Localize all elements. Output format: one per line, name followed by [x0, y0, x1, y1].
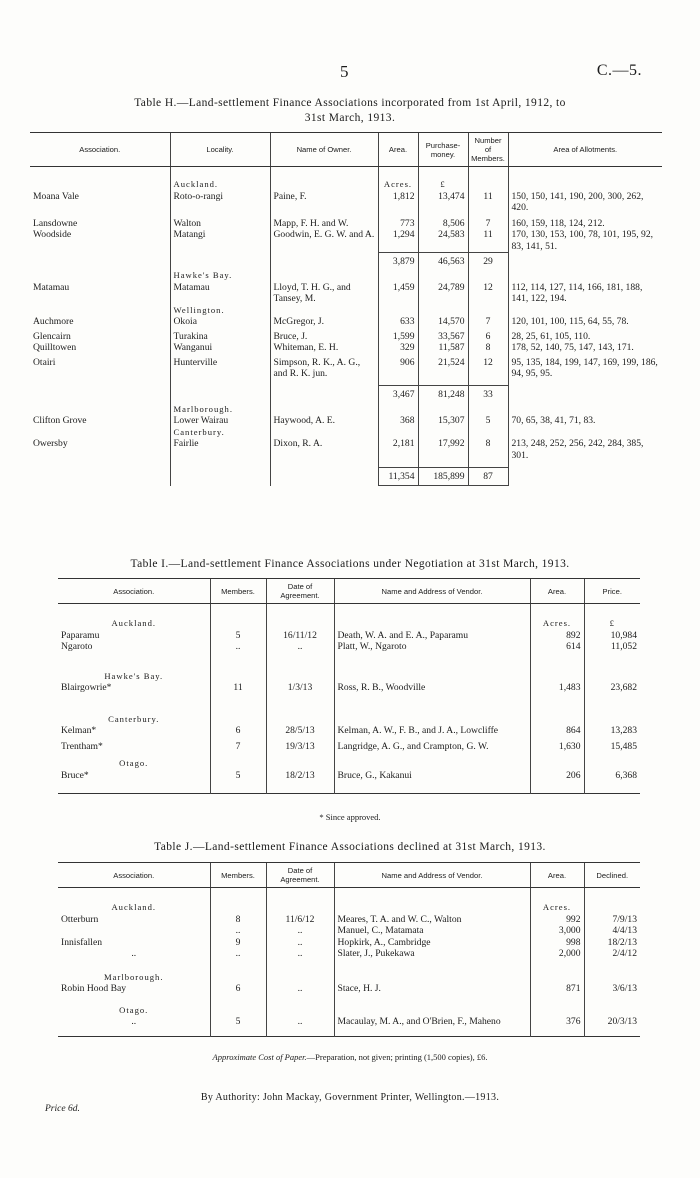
total-members: 87 [468, 467, 508, 486]
cell-vendor: Langridge, A. G., and Crampton, G. W. [334, 737, 530, 753]
cell-area: 998 [530, 937, 584, 949]
page-number: 5 [340, 62, 349, 81]
col-date: Date of Agreement. [266, 579, 334, 604]
table-i-bottom-rule [58, 794, 640, 796]
cell-date: 19/3/13 [266, 737, 334, 753]
cell-members: 5 [210, 770, 266, 794]
table-j-title: Table J.—Land-settlement Finance Associations declined at 31st March, 1913. [154, 841, 546, 853]
col-area: Area. [378, 133, 418, 167]
table-row [58, 737, 640, 753]
cell-members: .. [210, 948, 266, 960]
cell-price: 11,052 [584, 641, 640, 653]
cell-declined: 3/6/13 [584, 983, 640, 995]
cell-declined: 20/3/13 [584, 1016, 640, 1036]
cell-association: Trentham* [61, 740, 103, 752]
cell-area: 1,812 [378, 191, 418, 218]
col-area: Area. [530, 579, 584, 604]
subtotal-row [30, 386, 662, 404]
table-i-header [58, 579, 640, 604]
area-unit: Acres. [542, 902, 572, 912]
cell-vendor: Ross, R. B., Woodville [334, 682, 530, 694]
cell-purchase: 33,567 [418, 331, 468, 343]
cell-allotments: 112, 114, 127, 114, 166, 181, 188, 141, 122, 194. [508, 282, 662, 305]
cell-association: Innisfallen [61, 936, 103, 948]
cell-purchase: 15,307 [418, 415, 468, 427]
table-j [58, 862, 640, 1038]
cell-members: 6 [468, 331, 508, 343]
cell-owner: Paine, F. [270, 191, 378, 218]
cell-vendor: Meares, T. A. and W. C., Walton [334, 914, 530, 926]
cell-association: Quilltowen [33, 342, 77, 353]
table-i [58, 578, 640, 795]
cell-association: Bruce* [61, 769, 89, 781]
cell-owner: Haywood, A. E. [270, 415, 378, 427]
cell-price: 13,283 [584, 725, 640, 737]
cell-area: 2,000 [530, 948, 584, 960]
cell-area: 892 [530, 630, 584, 642]
cell-date: .. [266, 983, 334, 995]
table-row [58, 641, 640, 653]
col-purchase: Purchase-money. [418, 133, 468, 167]
cell-owner: Goodwin, E. G. W. and A. [270, 229, 378, 252]
cell-vendor: Hopkirk, A., Cambridge [334, 937, 530, 949]
cell-locality: Okoia [170, 316, 270, 331]
cell-association: Otterburn [61, 913, 99, 925]
table-h-title [40, 96, 660, 126]
region-row [30, 270, 662, 282]
cell-association: Ngaroto [61, 641, 93, 652]
col-date: Date of Agreement. [266, 863, 334, 888]
table-row [58, 937, 640, 949]
cell-members: 7 [468, 218, 508, 230]
cell-area: 773 [378, 218, 418, 230]
table-row [30, 415, 662, 427]
col-price: Price. [584, 579, 640, 604]
cell-locality: Matamau [170, 282, 270, 305]
table-h-title-line2: 31st March, 1913. [304, 112, 396, 124]
price-unit: £ [609, 618, 615, 628]
table-row [30, 357, 662, 386]
region-label: Marlborough. [173, 403, 233, 414]
table-row [30, 342, 662, 357]
region-label: Hawke's Bay. [173, 270, 233, 280]
cell-locality: Matangi [170, 229, 270, 252]
col-association: Association. [58, 863, 210, 888]
price-note: Price 6d. [45, 1104, 80, 1114]
cell-area: 992 [530, 914, 584, 926]
cell-purchase: 11,587 [418, 342, 468, 357]
cell-allotments: 178, 52, 140, 75, 147, 143, 171. [508, 342, 662, 357]
cell-association: Kelman* [61, 725, 97, 736]
region-label: Wellington. [173, 304, 225, 315]
cell-declined: 18/2/13 [584, 937, 640, 949]
region-row [30, 305, 662, 317]
region-label: Hawke's Bay. [104, 670, 164, 681]
cell-association: Moana Vale [33, 190, 79, 202]
table-h-title-line1: Table H.—Land-settlement Finance Associations incorporated from 1st April, 1912, to [134, 97, 566, 109]
cell-vendor: Bruce, G., Kakanui [334, 770, 530, 794]
table-row [58, 1016, 640, 1036]
cell-vendor: Kelman, A. W., F. B., and J. A., Lowcliffe [334, 725, 530, 737]
cell-owner: Simpson, R. K., A. G., and R. K. jun. [270, 357, 378, 386]
cell-association: Blairgowrie* [61, 682, 112, 693]
cell-price: 23,682 [584, 682, 640, 694]
cost-text: —Preparation, not given; printing (1,500 copies), £6. [306, 1052, 488, 1062]
subtotal-purchase: 81,248 [418, 386, 468, 404]
cell-area: 614 [530, 641, 584, 653]
cell-members: 8 [210, 914, 266, 926]
cell-area: 206 [530, 770, 584, 794]
authority-line: By Authority: John Mackay, Government Printer, Wellington.—1913. [200, 1092, 500, 1103]
cell-owner: Lloyd, T. H. G., and Tansey, M. [270, 282, 378, 305]
cell-area: 1,630 [530, 737, 584, 753]
cell-date: 1/3/13 [266, 682, 334, 694]
series-code: C.—5. [596, 62, 642, 79]
region-row [58, 960, 640, 984]
table-row [58, 983, 640, 995]
cell-owner: Whiteman, E. H. [270, 342, 378, 357]
cell-area: 3,000 [530, 925, 584, 937]
cell-owner: Dixon, R. A. [270, 438, 378, 467]
cell-association: Woodside [33, 229, 72, 240]
col-members: Number of Members. [468, 133, 508, 167]
cell-members: 6 [210, 725, 266, 737]
cell-purchase: 24,789 [418, 282, 468, 305]
cell-purchase: 17,992 [418, 438, 468, 467]
cell-association: Glencairn [33, 330, 71, 342]
cell-purchase: 14,570 [418, 316, 468, 331]
cell-members: 7 [468, 316, 508, 331]
cell-date: .. [266, 641, 334, 653]
cell-members: 11 [210, 682, 266, 694]
cell-date: .. [266, 948, 334, 960]
region-label: Auckland. [173, 179, 219, 189]
col-association: Association. [58, 579, 210, 604]
region-label: Auckland. [111, 618, 157, 628]
cell-members: 8 [468, 342, 508, 357]
cell-members: 7 [210, 737, 266, 753]
total-area: 11,354 [378, 467, 418, 486]
total-purchase: 185,899 [418, 467, 468, 486]
cell-owner: Mapp, F. H. and W. [270, 218, 378, 230]
cost-note [40, 1052, 660, 1062]
col-vendor: Name and Address of Vendor. [334, 579, 530, 604]
cell-area: 864 [530, 725, 584, 737]
col-owner: Name of Owner. [270, 133, 378, 167]
col-locality: Locality. [170, 133, 270, 167]
table-h [30, 132, 662, 486]
cell-allotments: 28, 25, 61, 105, 110. [508, 331, 662, 343]
footnote: * Since approved. [319, 812, 381, 822]
cell-owner: Bruce, J. [270, 331, 378, 343]
cell-locality: Fairlie [170, 438, 270, 467]
cell-association [58, 925, 210, 937]
cell-association: Clifton Grove [33, 415, 87, 426]
table-row [58, 770, 640, 794]
region-row [58, 995, 640, 1017]
cell-declined: 7/9/13 [584, 914, 640, 926]
subtotal-area: 3,879 [378, 252, 418, 270]
cell-declined: 4/4/13 [584, 925, 640, 937]
cell-area: 906 [378, 357, 418, 386]
table-row [58, 682, 640, 694]
cell-area: 376 [530, 1016, 584, 1036]
cell-locality: Hunterville [170, 357, 270, 386]
cell-purchase: 8,506 [418, 218, 468, 230]
cell-members: 8 [468, 438, 508, 467]
table-row [30, 331, 662, 343]
cell-locality: Roto-o-rangi [170, 191, 270, 218]
col-vendor: Name and Address of Vendor. [334, 863, 530, 888]
cell-members: 9 [210, 937, 266, 949]
region-row [58, 653, 640, 683]
cell-members: 12 [468, 357, 508, 386]
cell-date: 11/6/12 [266, 914, 334, 926]
region-label: Otago. [119, 1004, 149, 1015]
cell-area: 633 [378, 316, 418, 331]
table-row [30, 191, 662, 218]
cell-area: 1,459 [378, 282, 418, 305]
table-h-header [30, 133, 662, 167]
cell-price: 6,368 [584, 770, 640, 794]
cell-area: 1,294 [378, 229, 418, 252]
region-label: Otago. [119, 758, 149, 768]
cell-allotments: 70, 65, 38, 41, 71, 83. [508, 415, 662, 427]
cell-members: .. [210, 925, 266, 937]
cell-area: 2,181 [378, 438, 418, 467]
cell-allotments: 170, 130, 153, 100, 78, 101, 195, 92, 83, 141, 51. [508, 229, 662, 252]
total-row [30, 467, 662, 486]
region-row [30, 167, 662, 191]
cell-members: 5 [210, 630, 266, 642]
col-area: Area. [530, 863, 584, 888]
table-row [30, 229, 662, 252]
cell-locality: Wanganui [170, 342, 270, 357]
cell-area: 1,483 [530, 682, 584, 694]
subtotal-members: 33 [468, 386, 508, 404]
table-j-header [58, 863, 640, 888]
table-j-bottom-rule [58, 1036, 640, 1038]
cell-members: 5 [468, 415, 508, 427]
cell-owner: McGregor, J. [270, 316, 378, 331]
cell-members: 5 [210, 1016, 266, 1036]
region-label: Auckland. [111, 902, 157, 912]
table-row [30, 438, 662, 467]
cell-members: .. [210, 641, 266, 653]
region-label: Canterbury. [108, 713, 160, 724]
col-association: Association. [30, 133, 170, 167]
cell-vendor: Macaulay, M. A., and O'Brien, F., Maheno [334, 1016, 530, 1036]
region-row [58, 604, 640, 630]
cell-association: Otairi [33, 356, 56, 368]
table-row [58, 914, 640, 926]
cell-vendor: Platt, W., Ngaroto [334, 641, 530, 653]
cell-date: 16/11/12 [266, 630, 334, 642]
table-i-title: Table I.—Land-settlement Finance Associations under Negotiation at 31st March, 1913. [130, 558, 570, 570]
cell-area: 1,599 [378, 331, 418, 343]
region-row [58, 694, 640, 726]
purchase-unit: £ [440, 179, 446, 189]
region-label: Marlborough. [104, 971, 164, 982]
cell-members: 12 [468, 282, 508, 305]
region-label: Canterbury. [173, 426, 225, 437]
table-row [58, 630, 640, 642]
subtotal-purchase: 46,563 [418, 252, 468, 270]
cell-association: Matamau [33, 281, 70, 293]
cell-area: 368 [378, 415, 418, 427]
cost-label: Approximate Cost of Paper. [212, 1052, 307, 1062]
cell-members: 11 [468, 191, 508, 218]
cell-date: .. [266, 1016, 334, 1036]
cell-association: Auchmore [33, 316, 74, 327]
cell-vendor: Death, W. A. and E. A., Paparamu [334, 630, 530, 642]
cell-vendor: Slater, J., Pukekawa [334, 948, 530, 960]
cell-purchase: 21,524 [418, 357, 468, 386]
col-allotments: Area of Allotments. [508, 133, 662, 167]
area-unit: Acres. [542, 618, 572, 628]
cell-price: 15,485 [584, 737, 640, 753]
cell-members: 11 [468, 229, 508, 252]
cell-allotments: 160, 159, 118, 124, 212. [508, 218, 662, 230]
cell-association: .. [131, 1016, 137, 1027]
cell-area: 329 [378, 342, 418, 357]
table-row [30, 218, 662, 230]
cell-members: 6 [210, 983, 266, 995]
cell-allotments: 120, 101, 100, 115, 64, 55, 78. [508, 316, 662, 331]
cell-date: 18/2/13 [266, 770, 334, 794]
subtotal-area: 3,467 [378, 386, 418, 404]
cell-locality: Lower Wairau [170, 415, 270, 427]
cell-allotments: 213, 248, 252, 256, 242, 284, 385, 301. [508, 438, 662, 467]
table-row [58, 925, 640, 937]
cell-locality: Walton [170, 218, 270, 230]
col-members: Members. [210, 863, 266, 888]
cell-locality: Turakina [170, 331, 270, 343]
region-row [58, 888, 640, 914]
area-unit: Acres. [383, 179, 413, 189]
cell-vendor: Stace, H. J. [334, 983, 530, 995]
table-row [58, 725, 640, 737]
cell-association: Paparamu [61, 629, 100, 641]
col-declined: Declined. [584, 863, 640, 888]
col-members: Members. [210, 579, 266, 604]
cell-date: 28/5/13 [266, 725, 334, 737]
table-row [30, 282, 662, 305]
cell-purchase: 13,474 [418, 191, 468, 218]
cell-association: Owersby [33, 438, 68, 449]
subtotal-members: 29 [468, 252, 508, 270]
region-row [58, 752, 640, 770]
table-row [30, 316, 662, 331]
cell-association: Robin Hood Bay [61, 983, 127, 994]
cell-area: 871 [530, 983, 584, 995]
region-row [30, 427, 662, 439]
cell-allotments: 150, 150, 141, 190, 200, 300, 262, 420. [508, 191, 662, 218]
subtotal-row [30, 252, 662, 270]
cell-association: Lansdowne [33, 217, 78, 229]
cell-allotments: 95, 135, 184, 199, 147, 169, 199, 186, 94, 95, 95. [508, 357, 662, 386]
table-row [58, 948, 640, 960]
region-row [30, 404, 662, 416]
cell-association: .. [131, 948, 137, 959]
cell-date: .. [266, 937, 334, 949]
cell-declined: 2/4/12 [584, 948, 640, 960]
cell-price: 10,984 [584, 630, 640, 642]
cell-vendor: Manuel, C., Matamata [334, 925, 530, 937]
cell-purchase: 24,583 [418, 229, 468, 252]
cell-date: .. [266, 925, 334, 937]
